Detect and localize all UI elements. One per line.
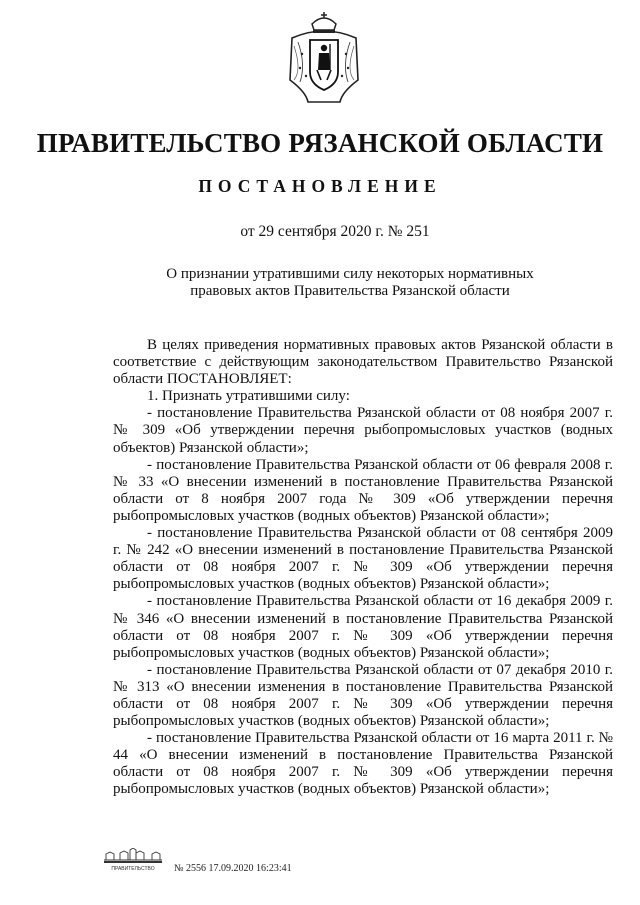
government-building-icon [100,848,166,874]
body-paragraph: - постановление Правительства Рязанской области от 08 сентября 2009 г. № 242 «О внесении изменений в постановление Правительства Рязанской области от 08 ноября 2007 г. № 309 «Об утверждении перечня рыбопромысловых участков (водных объектов) Рязанской области»; [113,525,613,593]
body-paragraph: - постановление Правительства Рязанской области от 08 ноября 2007 г. № 309 «Об утверждении перечня рыбопромысловых участков (водных объектов) Рязанской области»; [113,405,613,456]
body-paragraph: 1. Признать утратившими силу: [147,388,350,405]
footer [100,848,400,878]
ryazan-coat-of-arms-icon [284,10,364,105]
body-paragraph: - постановление Правительства Рязанской области от 06 февраля 2008 г. № 33 «О внесении изменений в постановление Правительства Рязанской области от 8 ноября 2007 года № 309 «Об утверждении перечня рыбопромысловых участков (водных объектов) Рязанской области»; [113,456,613,524]
document-date-number: от 29 сентября 2020 г. № 251 [240,223,430,240]
footer-logo-caption: ПРАВИТЕЛЬСТВО [111,866,155,872]
body-paragraph: - постановление Правительства Рязанской области от 16 декабря 2009 г. № 346 «О внесении изменений в постановление Правительства Рязанской области от 08 ноября 2007 г. № 309 «Об утверждении перечня рыбопромысловых участков (водных объектов) Рязанской области»; [113,593,613,661]
body-paragraph: - постановление Правительства Рязанской области от 16 марта 2011 г. № 44 «О внесении изменений в постановление Правительства Рязанской области от 08 ноября 2007 г. № 309 «Об утверждении перечня рыбопромысловых участков (водных объектов) Рязанской области»; [113,730,613,798]
registration-stamp: № 2556 17.09.2020 16:23:41 [174,863,292,874]
government-name: ПРАВИТЕЛЬСТВО РЯЗАНСКОЙ ОБЛАСТИ [36,128,604,158]
subject-line-1: О признании утратившими силу некоторых нормативных [166,266,534,282]
document-type: ПОСТАНОВЛЕНИЕ [198,176,442,196]
body-paragraph: В целях приведения нормативных правовых актов Рязанской области в соответствие с действующим законодательством Правительство Рязанской области ПОСТАНОВЛЯЕТ: [113,337,613,388]
body-paragraph: - постановление Правительства Рязанской области от 07 декабря 2010 г. № 313 «О внесении изменения в постановление Правительства Рязанской области от 08 ноября 2007 г. № 309 «Об утверждении перечня рыбопромысловых участков (водных объектов) Рязанской области»; [113,661,613,730]
document-subject [160,266,540,300]
document-body [113,337,613,799]
subject-line-2: правовых актов Правительства Рязанской области [190,283,510,299]
